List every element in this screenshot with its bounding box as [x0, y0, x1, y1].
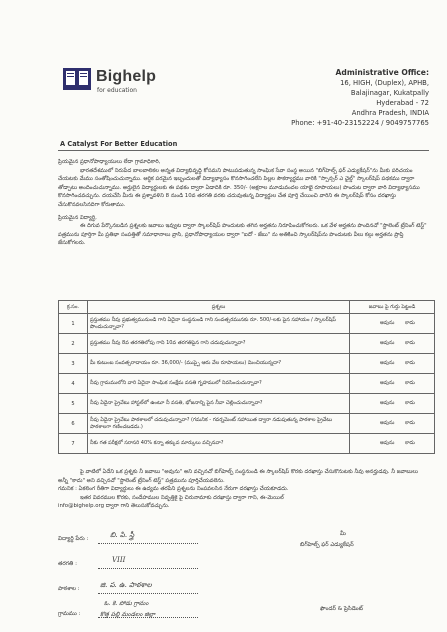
brand-subtitle: for education	[97, 87, 137, 94]
row-number: 3	[59, 354, 88, 374]
footer-note: గమనిక : ఏకలింగ రీతిగా విద్యార్థులు ఈ ఉద్యమ తరపేని ప్రశ్నలను నింపవలసిన నేరుగా దరఖాస్తు చేయకూడదు.	[58, 486, 289, 493]
row-question: నీవు ఏదైనా ప్రైవేటు పాఠశాలలో చదువుచున్నావా? (గమనిక - గవర్నమెంట్ సహాయిత ద్వారా నడుపుతున్న పాఠశాల ప్రైవేటు పాఠశాలగా గణించబడదు.)	[88, 414, 350, 434]
answer-yes[interactable]: అవును	[379, 340, 395, 346]
school-line[interactable]	[98, 593, 198, 594]
row-answer[interactable]	[350, 354, 435, 374]
row-number: 7	[59, 434, 88, 454]
signature-role: ఫౌండర్ & ప్రెసిడెంట్	[320, 606, 363, 612]
row-number: 5	[59, 394, 88, 414]
header-divider	[58, 150, 429, 151]
intro-paragraph-1: భారతదేశములో నిరుపేద బాలబాలికల అన్నత విద్యాభివృద్ధి కోసమని పాటుపడుతున్న సాంఘిక సేవా సంస్థ అయిన "బిగ్‌హెల్ప్ ఫర్ ఎడ్యుకేషన్"ను మీకు పరిచయం చేయటకు మేము సంతోషించుచున్నాము. ఆర్థిక పరమైన ఇబ్బందులతో విద్యాభ్యాసం కొనసాగించలేని పిల్లల సౌకర్యార్థము వారికి "స్పాన్సర్ ఎ ఛైల్డ్" స్కాలర్‌షిప్ పథకము ద్వారా తోడ్పాటు అందించుచున్నాము. అర్హులైన విద్యార్థులకు ఈ పథకం ద్వారా ఏడాదికి రూ. 350/- (అక్షరాల మూడువందల యాభై రూపాయలు) పొందుట ద్వారా వారి విద్యాభ్యాసము కొనసాగించవచ్చును. దయచేసి మీరు ఈ ప్రశ్నావళిని 8 నుండి 10వ తరగతి వరకు చదువుతున్న విద్యార్థుల చేత పూర్తి చేయించి వారిని ఈ స్కాలర్‌షిప్ కోసం దరఖాస్తు చేసుకొనవలసినదిగా కోరుతాము.	[58, 167, 420, 208]
brand-name: Bighelp	[96, 68, 157, 85]
table-row	[59, 394, 435, 414]
row-question: నీవు ఏదైనా ప్రైవేటు హాస్టల్‌లో ఉంటూ నీ వసతి, భోజనాన్ని పైన నీవా చెల్లించుచున్నావా?	[88, 394, 350, 414]
row-answer[interactable]	[350, 374, 435, 394]
village-value-2[interactable]: కొత్త పల్లి మండలం జిల్లా	[100, 611, 156, 618]
answer-no[interactable]: కాదు	[405, 360, 415, 366]
row-number: 1	[59, 314, 88, 334]
signature-regards: మీ	[340, 531, 346, 537]
answer-yes[interactable]: అవును	[379, 440, 395, 446]
header-answer: జవాబు పై గుర్తు పెట్టండి	[350, 301, 435, 314]
footer-email: info@bighelp.org ద్వారా గాని తెలుసుకోవచ్చును.	[58, 503, 170, 510]
row-number: 4	[59, 374, 88, 394]
office-address	[291, 68, 429, 128]
table-row	[59, 314, 435, 334]
village-label: గ్రామము :	[58, 611, 81, 617]
office-title: Administrative Office:	[335, 68, 429, 77]
signature-org: బిగ్‌హెల్ప్ ఫర్ ఎడ్యుకేషన్	[300, 542, 354, 548]
row-question: ప్రస్తుతము నీవు 8వ తరగతిలోపు గాని 10వ తరగతిపైన గాని చదువుచున్నావా?	[88, 334, 350, 354]
name-value[interactable]: బి. పి. స్త్రీ	[110, 531, 135, 539]
row-question: నీకు గత పరీక్షలో సరాసరి 40% కన్నా తక్కువ మార్కులు వచ్చినవా?	[88, 434, 350, 454]
school-value[interactable]: జి. ప. ఉ. పాఠశాల	[100, 581, 152, 589]
row-answer[interactable]	[350, 414, 435, 434]
row-answer[interactable]	[350, 334, 435, 354]
table-row	[59, 334, 435, 354]
answer-yes[interactable]: అవును	[379, 320, 395, 326]
village-value-1[interactable]: ఓ. కె. పోడు గ్రామం	[104, 600, 149, 607]
row-number: 2	[59, 334, 88, 354]
header-questions: ప్రశ్నలు	[88, 301, 350, 314]
answer-no[interactable]: కాదు	[405, 400, 415, 406]
answer-yes[interactable]: అవును	[379, 380, 395, 386]
class-value[interactable]: VIII	[112, 556, 126, 564]
phone-number: Phone: +91-40-23152224 / 9049757765	[291, 119, 429, 127]
footer-section	[58, 468, 427, 511]
intro-paragraph-2: ఈ దిగువ పేర్కొనబడిన ప్రశ్నలకు జవాబు ఇవ్వుట ద్వారా స్కాలర్‌షిప్ పొందుటకు తగిన అర్హతను నిరూపించుకోగలరు. ఒక వేళ అర్హతను పొందినచో "స్టాలెంట్ ట్రేనింగ్ టెస్ట్" పత్రమును పూర్తిగా మీ ప్రతిభా సంపత్తితో సమాధానాలు వ్రాసి, ప్రధానోపాధ్యాయుల ద్వారా "ఐదో - జేబు" ను అతికించి స్కాలర్‌షిప్‌ను పొందుటకు వీలు కల్గు అర్హతను ప్రాప్తి జేసుకోగలరు.	[58, 223, 427, 247]
table-row	[59, 434, 435, 454]
intro-section	[58, 158, 427, 248]
answer-yes[interactable]: అవును	[379, 420, 395, 426]
address-line-3: Hyderabad - 72	[376, 99, 429, 107]
row-question: ప్రస్తుతము నీవు ప్రభుత్వమునుండి గాని ఏదైనా సంస్థనుండి గాని సంవత్సరమునకు రూ. 500/-లకు పైన సహాయం / స్కాలర్‌షిప్ పొందుచున్నావా?	[88, 314, 350, 334]
name-line[interactable]	[98, 543, 198, 544]
answer-yes[interactable]: అవును	[379, 400, 395, 406]
row-answer[interactable]	[350, 314, 435, 334]
answer-no[interactable]: కాదు	[405, 320, 415, 326]
tagline: A Catalyst For Better Education	[60, 140, 178, 148]
answer-no[interactable]: కాదు	[405, 420, 415, 426]
greeting: ప్రియమైన ప్రధానోపాధ్యాయులు లేదా గ్రామాధికారి,	[58, 159, 161, 165]
row-number: 6	[59, 414, 88, 434]
row-answer[interactable]	[350, 394, 435, 414]
questions-table	[58, 300, 435, 454]
class-line[interactable]	[98, 568, 198, 569]
header-serial: క్ర.సం.	[59, 301, 88, 314]
name-label: విద్యార్థి పేరు :	[58, 536, 89, 542]
class-label: తరగతి :	[58, 561, 77, 567]
answer-no[interactable]: కాదు	[405, 340, 415, 346]
answer-yes[interactable]: అవును	[379, 360, 395, 366]
answer-no[interactable]: కాదు	[405, 440, 415, 446]
school-label: పాఠశాల :	[58, 586, 80, 592]
footer-contact: ఇతర వివరముల కొరకు, సందేహముల నివృత్తికై పై చిరునామాకు దరఖాస్తు ద్వారా గాని, ఈ-మెయిల్	[80, 494, 284, 501]
address-line-1: 16, HIGH, (Duplex), APHB,	[340, 79, 429, 87]
answer-no[interactable]: కాదు	[405, 380, 415, 386]
row-answer[interactable]	[350, 434, 435, 454]
table-row	[59, 374, 435, 394]
greeting-student: ప్రియమైన విద్యార్థి,	[58, 214, 97, 221]
bighelp-logo-icon	[62, 66, 92, 94]
address-line-4: Andhra Pradesh, INDIA	[351, 109, 429, 117]
table-row	[59, 354, 435, 374]
row-question: నీవు గ్రామములోని వారి ఏదైనా సాంఘిక సంక్షేమ వసతి గృహములో నివసించుచున్నావా?	[88, 374, 350, 394]
footer-paragraph: పై వాటిలో ఏదేని ఒక ప్రశ్నకు నీ జవాబు "అవును" అని వచ్చినచో బిగ్‌హెల్ప్ సంస్థనుండి ఈ స్కాలర్‌షిప్ కొరకు దరఖాస్తు చేసుకొనుటకు నీవు అనర్హుడవు. నీ జవాబులు అన్నీ "కాదు" అని వచ్చినచో "స్టాలెంట్ ట్రేనింగ్ టెస్ట్" పత్రమును పూర్తిచేయవలెను.	[58, 469, 418, 484]
table-header-row	[59, 301, 435, 314]
row-question: మీ కుటుంబ సంవత్సరాదాయం రూ. 36,000/- (ముప్పై ఆరు వేల రూపాయలు) మించియున్నదా?	[88, 354, 350, 374]
address-line-2: Balajinagar, Kukatpally	[350, 89, 429, 97]
table-row	[59, 414, 435, 434]
